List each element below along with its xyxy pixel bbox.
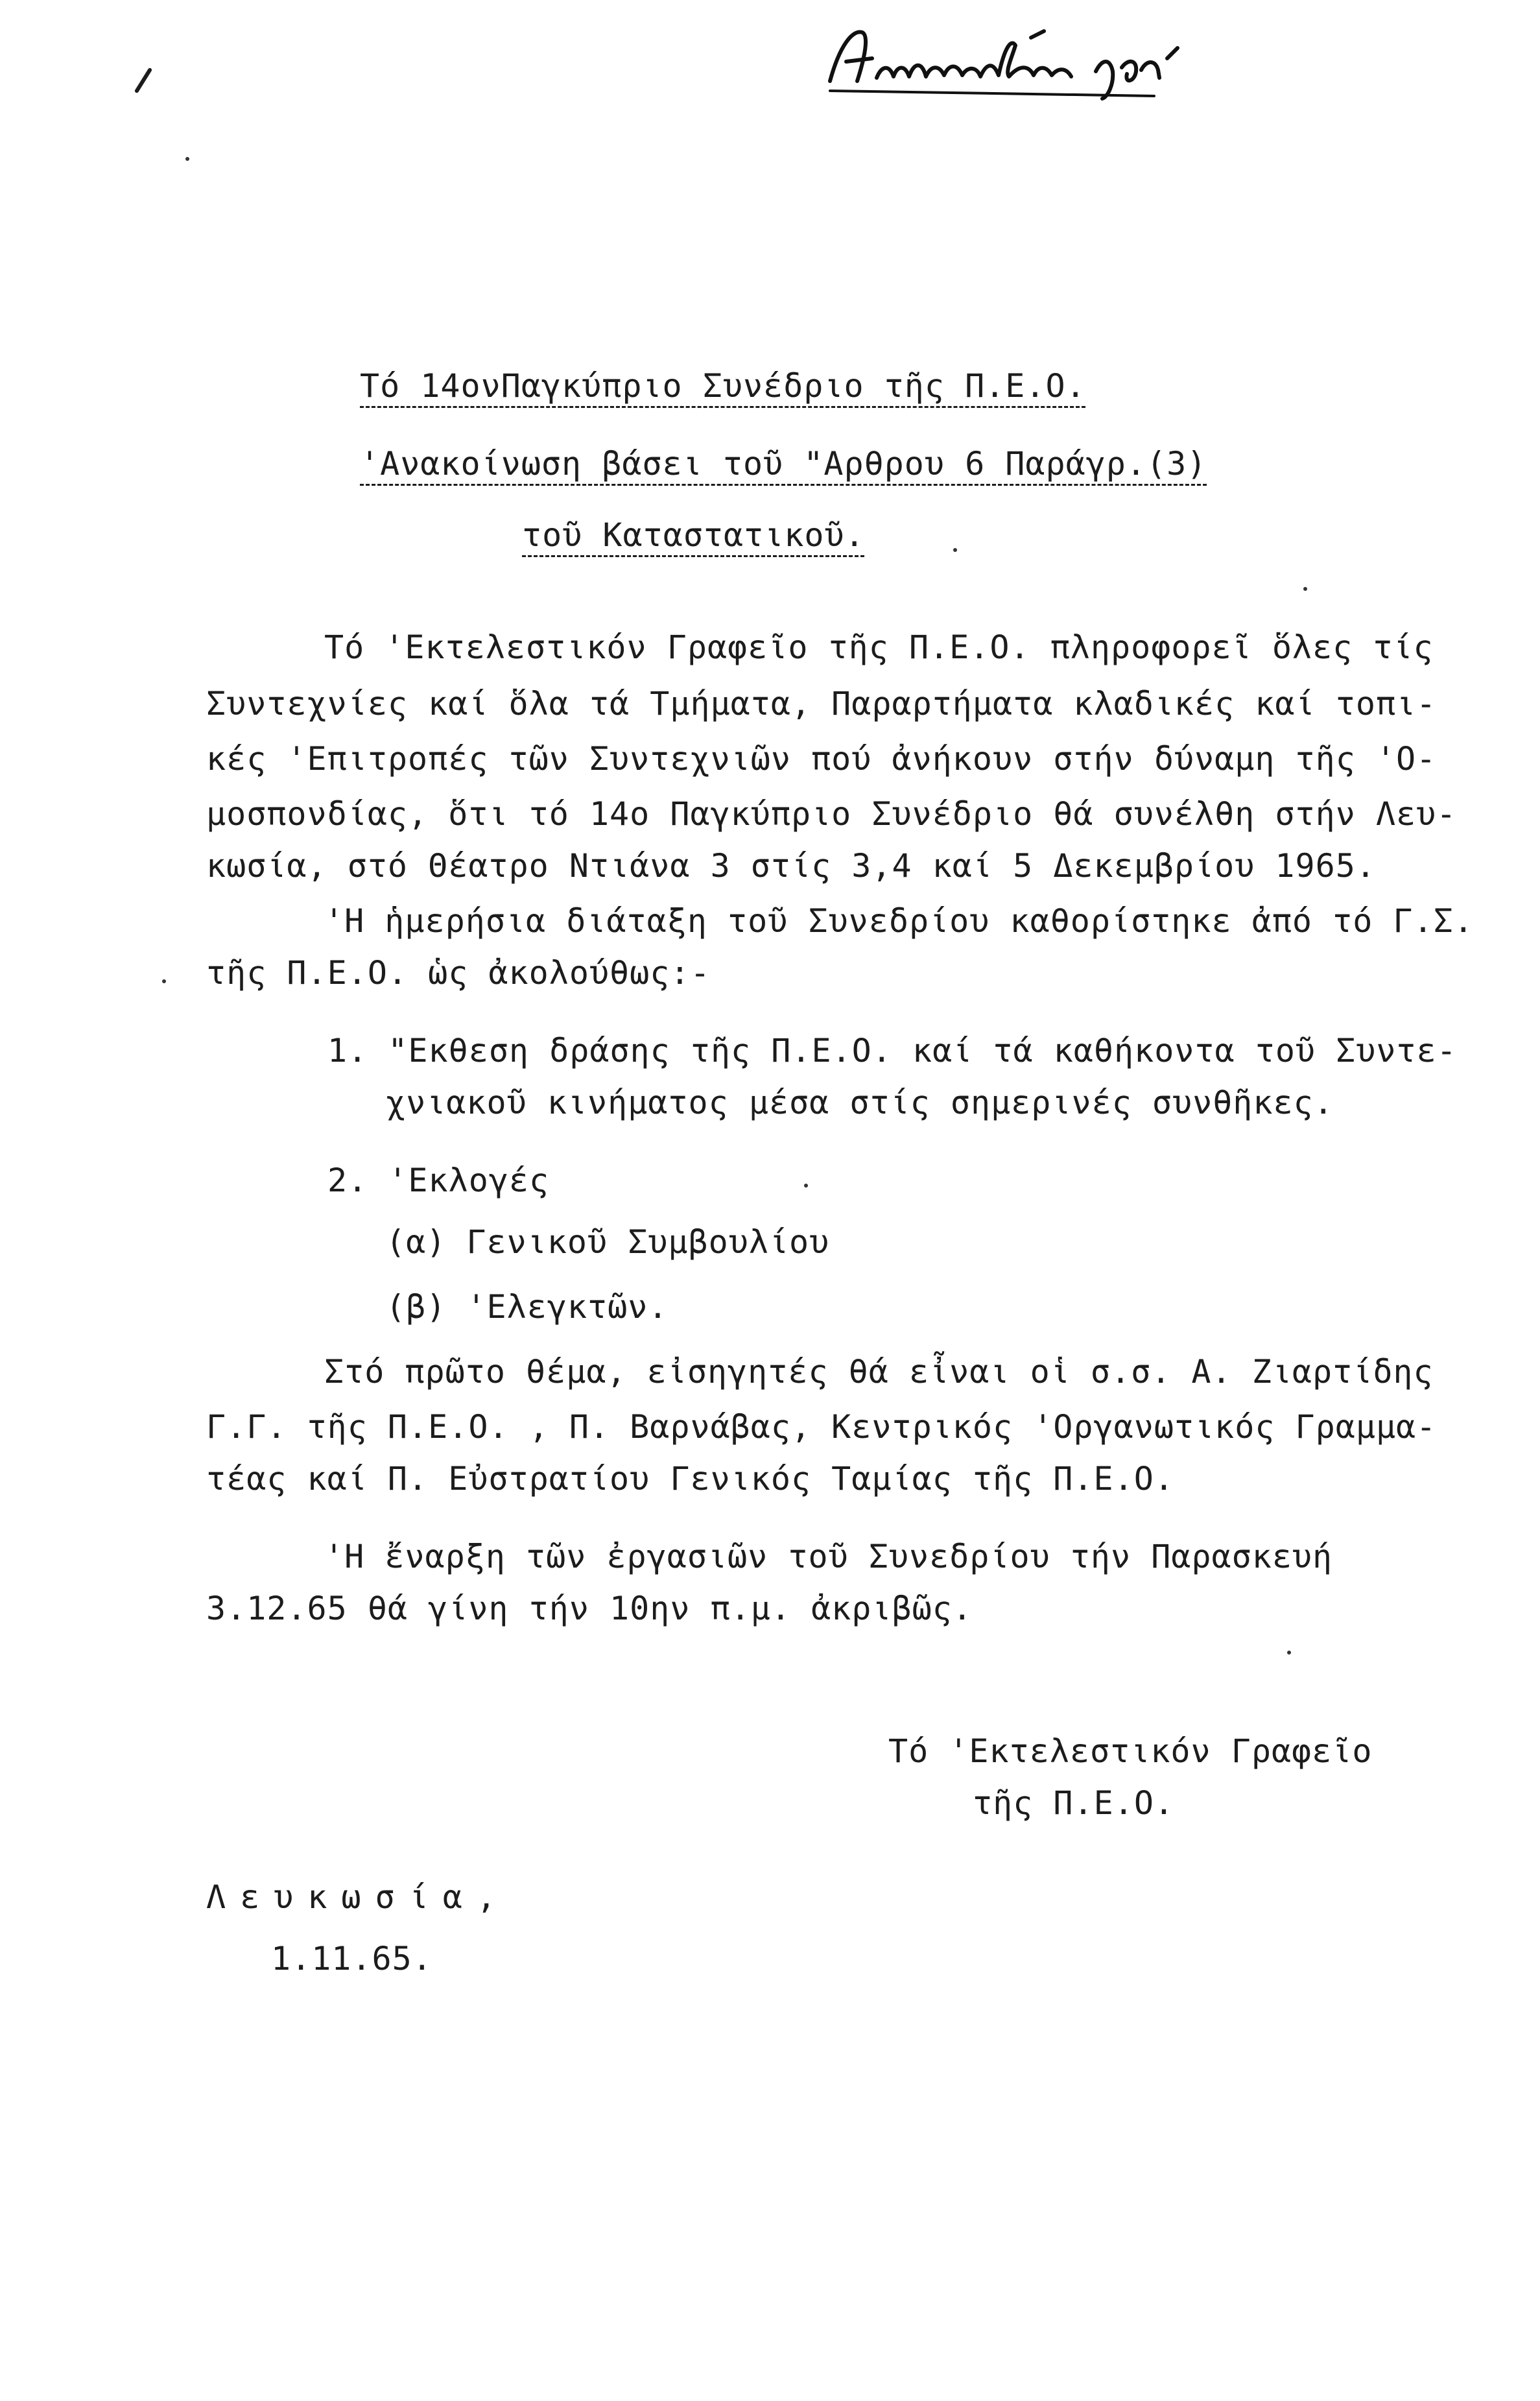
speck <box>162 979 166 983</box>
paragraph-1-line-1: Τό 'Εκτελεστικόν Γραφεῖο τῆς Π.Ε.Ο. πληροφορεῖ ὅλες τίς <box>324 628 1434 666</box>
agenda-item-2: 2. 'Εκλογές <box>327 1162 550 1199</box>
paragraph-4-line-1: 'Η ἔναρξη τῶν ἐργασιῶν τοῦ Συνεδρίου τήν Παρασκευή <box>324 1538 1333 1575</box>
speck <box>1303 587 1307 591</box>
speck <box>185 157 189 161</box>
title-line-2: 'Ανακοίνωση βάσει τοῦ "Αρθρου 6 Παράγρ.(3) <box>360 445 1207 483</box>
paragraph-2-line-2: τῆς Π.Ε.Ο. ὡς ἀκολούθως:- <box>206 954 711 992</box>
title-line-1: Τό 14ονΠαγκύπριο Συνέδριο τῆς Π.Ε.Ο. <box>360 367 1086 405</box>
signature-line-2: τῆς Π.Ε.Ο. <box>973 1784 1175 1822</box>
paragraph-1-line-4: μοσπονδίας, ὅτι τό 14ο Παγκύπριο Συνέδριο θά συνέλθη στήν Λευ- <box>206 795 1457 833</box>
paragraph-2-line-1: 'Η ἡμερήσια διάταξη τοῦ Συνεδρίου καθορίστηκε ἀπό τό Γ.Σ. <box>324 902 1474 940</box>
paragraph-3-line-1: Στό πρῶτο θέμα, εἰσηγητές θά εἶναι οἱ σ.σ. Α. Ζιαρτίδης <box>324 1353 1434 1391</box>
paragraph-1-line-3: κές 'Επιτροπές τῶν Συντεχνιῶν πού ἀνήκουν στήν δύναμη τῆς 'Ο- <box>206 740 1437 778</box>
agenda-item-1-line-1: 1. "Εκθεση δράσης τῆς Π.Ε.Ο. καί τά καθήκοντα τοῦ Συντε- <box>327 1032 1457 1069</box>
agenda-sub-b: (β) 'Ελεγκτῶν. <box>386 1288 669 1326</box>
agenda-sub-a: (α) Γενικοῦ Συμβουλίου <box>386 1223 830 1261</box>
date: 1.11.65. <box>271 1940 432 1977</box>
signature-line-1: Τό 'Εκτελεστικόν Γραφεῖο <box>888 1732 1373 1770</box>
agenda-item-1-line-2: χνιακοῦ κινήματος μέσα στίς σημερινές συνθῆκες. <box>386 1084 1334 1121</box>
title-line-3: τοῦ Καταστατικοῦ. <box>522 516 865 554</box>
speck <box>953 548 957 552</box>
paragraph-4-line-2: 3.12.65 θά γίνη τήν 10ην π.μ. ἀκριβῶς. <box>206 1590 973 1627</box>
tick-mark <box>134 67 152 93</box>
speck <box>1287 1651 1291 1654</box>
place: Λευκωσία, <box>206 1878 510 1916</box>
paragraph-1-line-2: Συντεχνίες καί ὅλα τά Τμήματα, Παραρτήματα κλαδικές καί τοπι- <box>206 685 1437 723</box>
paragraph-3-line-3: τέας καί Π. Εὐστρατίου Γενικός Ταμίας τῆς Π.Ε.Ο. <box>206 1460 1174 1498</box>
speck <box>804 1184 808 1188</box>
handwritten-annotation <box>817 19 1310 104</box>
paragraph-1-line-5: κωσία, στό Θέατρο Ντιάνα 3 στίς 3,4 καί 5 Δεκεμβρίου 1965. <box>206 847 1376 885</box>
paragraph-3-line-2: Γ.Γ. τῆς Π.Ε.Ο. , Π. Βαρνάβας, Κεντρικός 'Οργανωτικός Γραμμα- <box>206 1408 1437 1446</box>
